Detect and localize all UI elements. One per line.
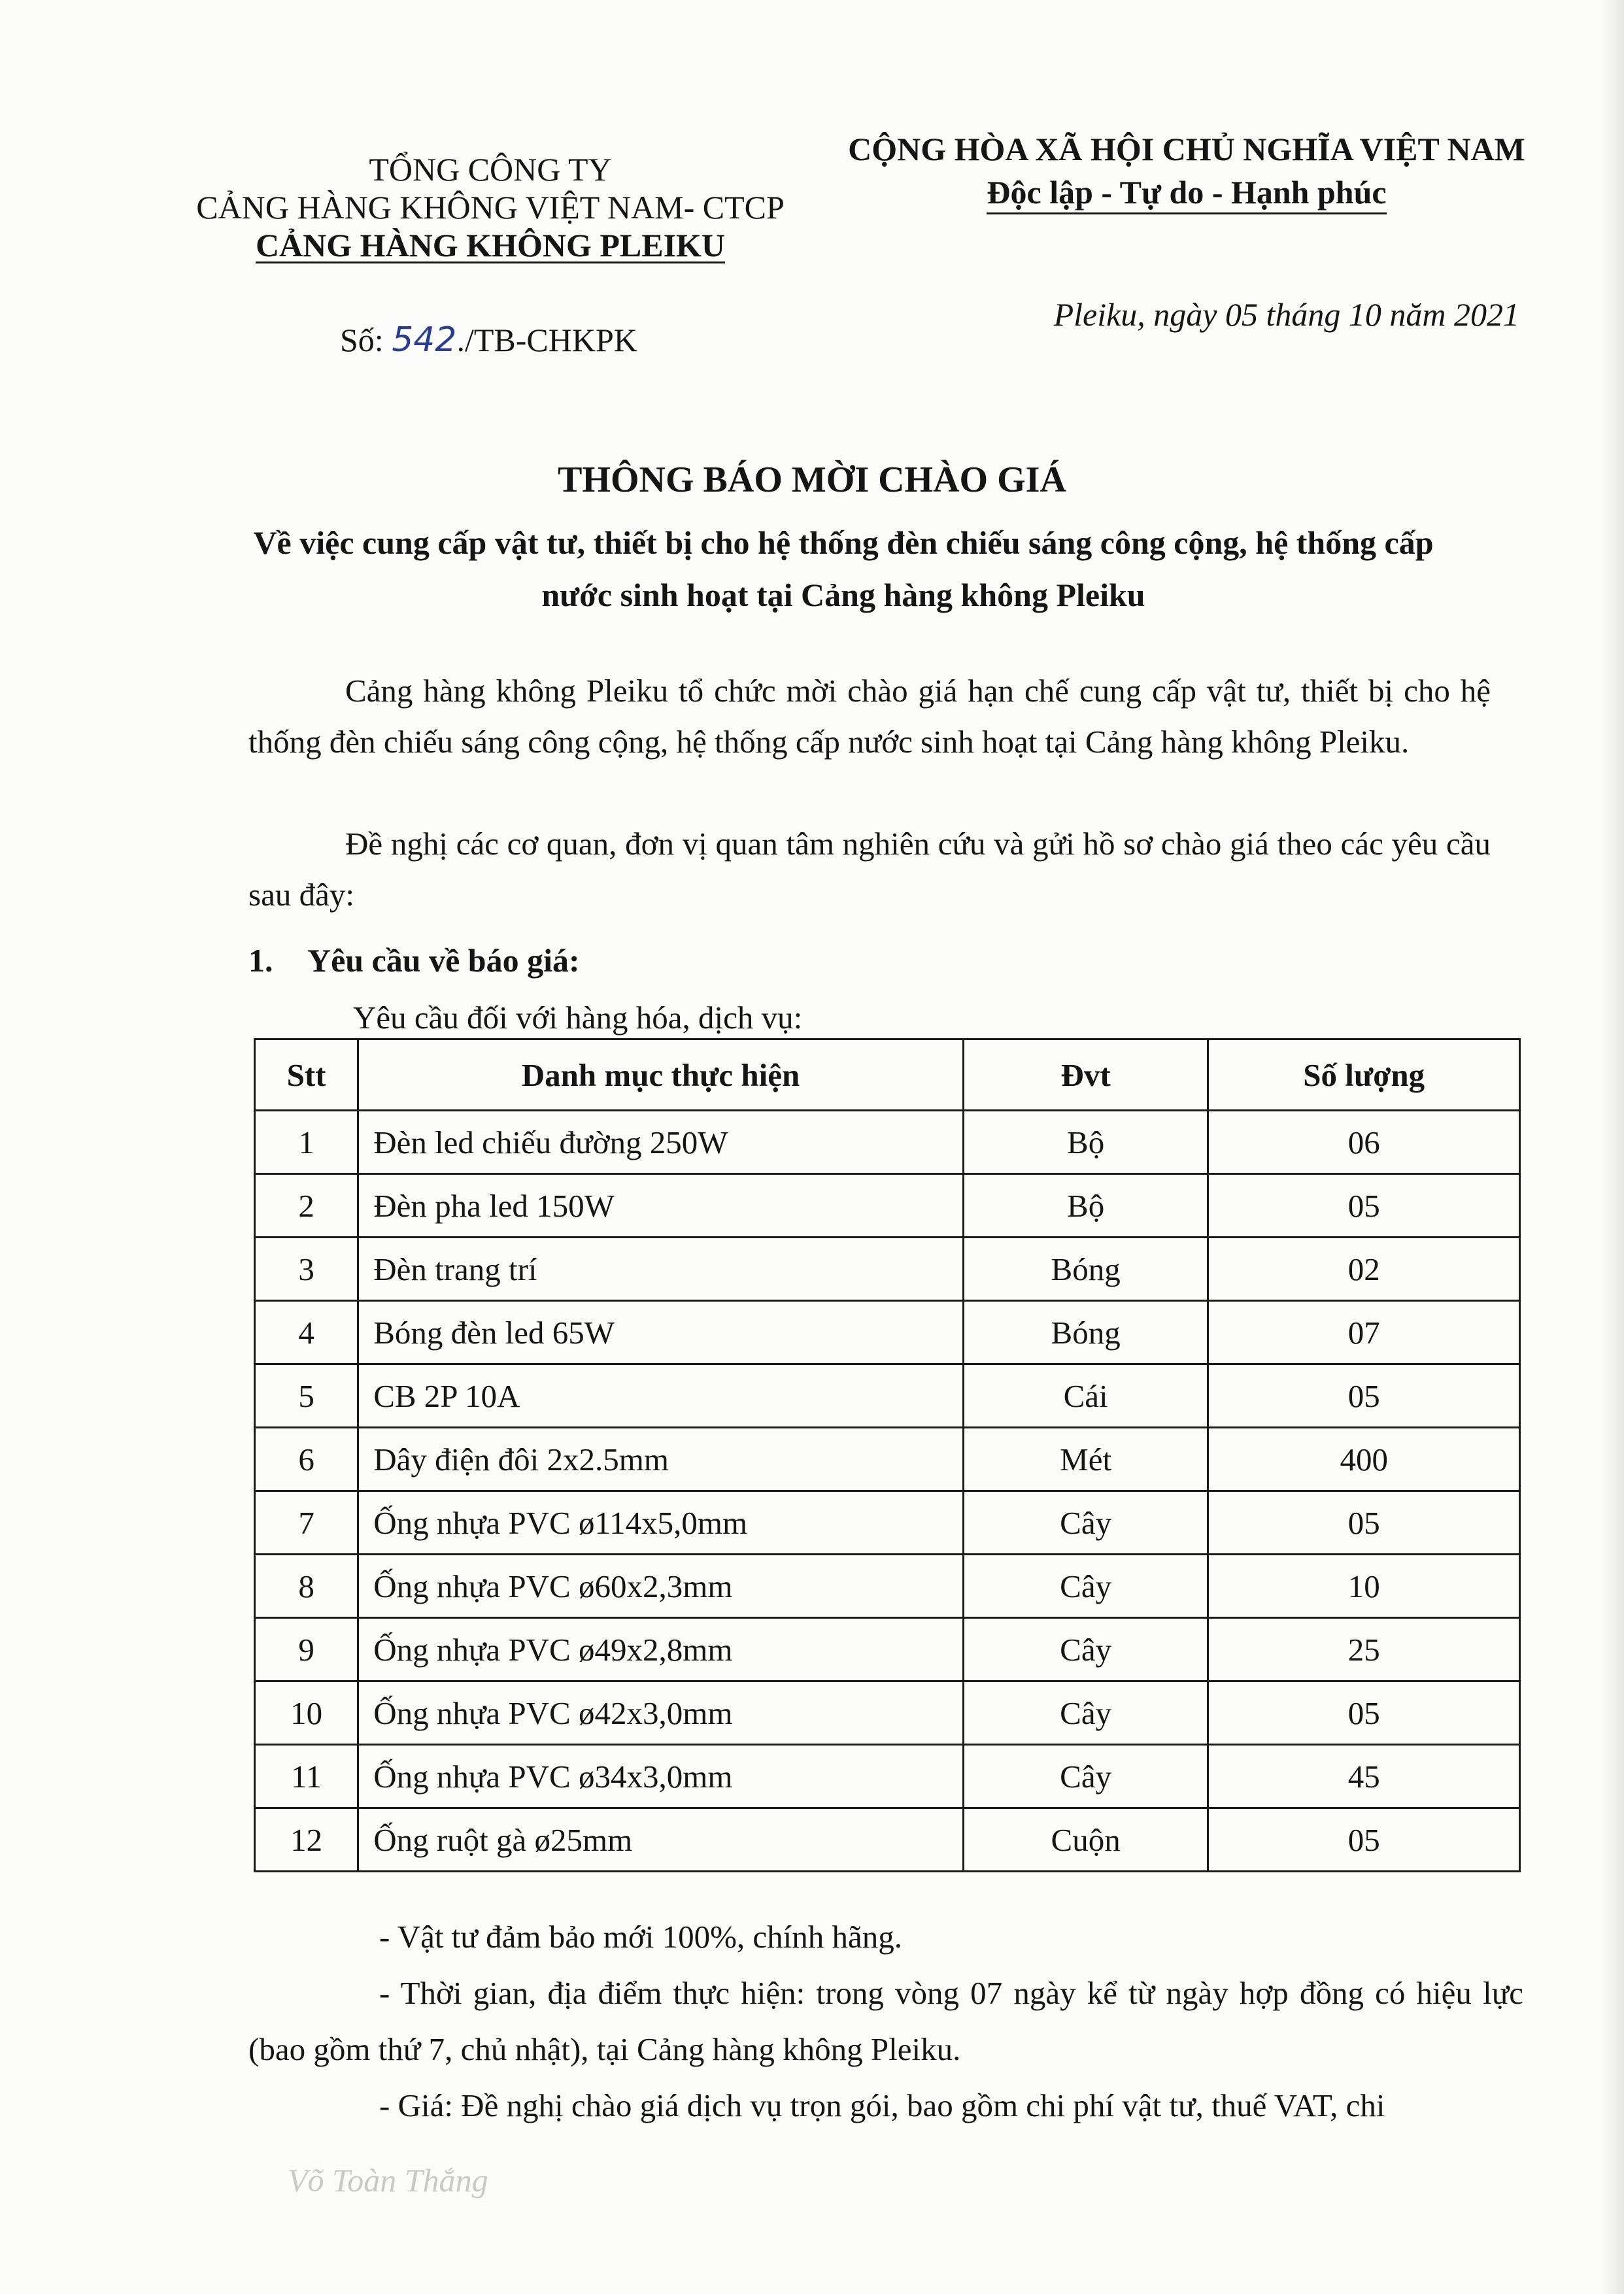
document-date: Pleiku, ngày 05 tháng 10 năm 2021	[1053, 296, 1519, 333]
cell-stt: 9	[255, 1618, 358, 1681]
header-unit: Đvt	[963, 1039, 1208, 1111]
table-row	[255, 1111, 1520, 1174]
table-row	[255, 1681, 1520, 1745]
cell-qty: 45	[1208, 1745, 1520, 1808]
table-row	[255, 1618, 1520, 1681]
cell-name: Ống ruột gà ø25mm	[358, 1808, 964, 1872]
cell-qty: 10	[1208, 1555, 1520, 1618]
table-row	[255, 1238, 1520, 1301]
cell-name: Ống nhựa PVC ø34x3,0mm	[358, 1745, 964, 1808]
cell-name: Dây điện đôi 2x2.5mm	[358, 1428, 964, 1491]
section-heading	[248, 941, 580, 979]
cell-stt: 1	[255, 1111, 358, 1174]
document-title: THÔNG BÁO MỜI CHÀO GIÁ	[558, 460, 1066, 500]
section-intro: Yêu cầu đối với hàng hóa, dịch vụ:	[353, 1000, 803, 1036]
table-row	[255, 1364, 1520, 1428]
cell-stt: 6	[255, 1428, 358, 1491]
note-time-location: - Thời gian, địa điểm thực hiện: trong vòng 07 ngày kể từ ngày hợp đồng có hiệu lực (bao gồm thứ 7, chủ nhật), tại Cảng hàng không Pleiku.	[248, 1975, 1523, 2067]
cell-stt: 3	[255, 1238, 358, 1301]
national-motto: Độc lập - Tự do - Hạnh phúc	[987, 173, 1386, 214]
table-row	[255, 1301, 1520, 1364]
items-table	[254, 1038, 1521, 1872]
nation-name: CỘNG HÒA XÃ HỘI CHỦ NGHĨA VIỆT NAM	[848, 131, 1525, 167]
cell-stt: 5	[255, 1364, 358, 1428]
document-number	[340, 320, 637, 360]
cell-stt: 8	[255, 1555, 358, 1618]
cell-unit: Cây	[963, 1618, 1208, 1681]
cell-name: CB 2P 10A	[358, 1364, 964, 1428]
cell-qty: 05	[1208, 1364, 1520, 1428]
header-name: Danh mục thực hiện	[358, 1039, 964, 1111]
cell-unit: Bóng	[963, 1301, 1208, 1364]
cell-name: Ống nhựa PVC ø114x5,0mm	[358, 1491, 964, 1555]
cell-stt: 10	[255, 1681, 358, 1745]
cell-unit: Cây	[963, 1745, 1208, 1808]
cell-qty: 05	[1208, 1681, 1520, 1745]
cell-unit: Bóng	[963, 1238, 1208, 1301]
cell-unit: Cây	[963, 1681, 1208, 1745]
cell-stt: 11	[255, 1745, 358, 1808]
org-corporation-line: CẢNG HÀNG KHÔNG VIỆT NAM- CTCP	[196, 189, 785, 226]
cell-qty: 06	[1208, 1111, 1520, 1174]
table-row	[255, 1428, 1520, 1491]
note-price: - Giá: Đề nghị chào giá dịch vụ trọn gói, bao gồm chi phí vật tư, thuế VAT, chi	[379, 2087, 1385, 2123]
table-row	[255, 1555, 1520, 1618]
cell-name: Đèn led chiếu đường 250W	[358, 1111, 964, 1174]
cell-name: Ống nhựa PVC ø42x3,0mm	[358, 1681, 964, 1745]
cell-name: Đèn pha led 150W	[358, 1174, 964, 1238]
cell-qty: 400	[1208, 1428, 1520, 1491]
table-row	[255, 1745, 1520, 1808]
doc-number-handwritten: 542	[392, 320, 457, 360]
scan-edge-shadow	[1602, 0, 1624, 2294]
cell-unit: Bộ	[963, 1111, 1208, 1174]
cell-qty: 05	[1208, 1491, 1520, 1555]
table-header-row	[255, 1039, 1520, 1111]
cell-name: Ống nhựa PVC ø60x2,3mm	[358, 1555, 964, 1618]
cell-unit: Mét	[963, 1428, 1208, 1491]
org-parent-line: TỔNG CÔNG TY	[369, 151, 612, 188]
cell-unit: Cây	[963, 1555, 1208, 1618]
cell-name: Đèn trang trí	[358, 1238, 964, 1301]
header-stt: Stt	[255, 1039, 358, 1111]
cell-stt: 4	[255, 1301, 358, 1364]
doc-number-suffix: ./TB-CHKPK	[456, 322, 637, 358]
header-qty: Số lượng	[1208, 1039, 1520, 1111]
cell-unit: Cái	[963, 1364, 1208, 1428]
cell-stt: 2	[255, 1174, 358, 1238]
cell-qty: 07	[1208, 1301, 1520, 1364]
document-subtitle: Về việc cung cấp vật tư, thiết bị cho hệ thống đèn chiếu sáng công cộng, hệ thống cấp nước sinh hoạt tại Cảng hàng không Pleiku	[253, 524, 1434, 613]
national-header	[843, 127, 1530, 214]
table-row	[255, 1491, 1520, 1555]
request-paragraph: Đề nghị các cơ quan, đơn vị quan tâm nghiên cứu và gửi hồ sơ chào giá theo các yêu cầu sau đây:	[248, 826, 1491, 913]
intro-paragraph: Cảng hàng không Pleiku tổ chức mời chào giá hạn chế cung cấp vật tư, thiết bị cho hệ thống đèn chiếu sáng công cộng, hệ thống cấp nước sinh hoạt tại Cảng hàng không Pleiku.	[248, 673, 1491, 760]
cell-unit: Cuộn	[963, 1808, 1208, 1872]
section-number: 1.	[248, 942, 273, 979]
cell-qty: 02	[1208, 1238, 1520, 1301]
organization-header	[150, 150, 830, 264]
table-row	[255, 1808, 1520, 1872]
cell-qty: 05	[1208, 1808, 1520, 1872]
cell-name: Ống nhựa PVC ø49x2,8mm	[358, 1618, 964, 1681]
cell-name: Bóng đèn led 65W	[358, 1301, 964, 1364]
doc-number-prefix: Số:	[340, 322, 392, 358]
cell-stt: 12	[255, 1808, 358, 1872]
org-unit-line: CẢNG HÀNG KHÔNG PLEIKU	[255, 227, 726, 263]
bleed-through-text: Võ Toàn Thắng	[288, 2162, 488, 2199]
cell-stt: 7	[255, 1491, 358, 1555]
requirements-notes	[248, 1909, 1523, 2134]
cell-unit: Cây	[963, 1491, 1208, 1555]
cell-unit: Bộ	[963, 1174, 1208, 1238]
cell-qty: 05	[1208, 1174, 1520, 1238]
table-row	[255, 1174, 1520, 1238]
cell-qty: 25	[1208, 1618, 1520, 1681]
note-materials: - Vật tư đảm bảo mới 100%, chính hãng.	[379, 1919, 903, 1955]
section-title: Yêu cầu về báo giá:	[307, 942, 580, 979]
